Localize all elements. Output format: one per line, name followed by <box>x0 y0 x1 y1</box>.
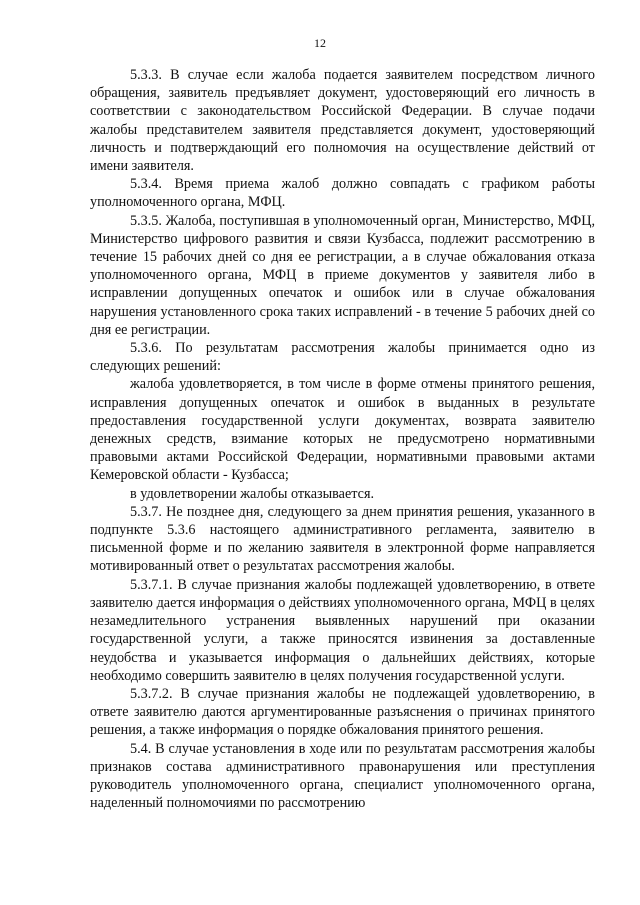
paragraph-5-3-3: 5.3.3. В случае если жалоба подается заявителем посредством личного обращения, заявитель предъявляет документ, удостоверяющий его личность в соответствии с законодательством Российской Федерации. В случае подачи жалобы представителем заявителя представляется документ, удостоверяющий личность и подтверждающий его полномочия на осуществление действий от имени заявителя. <box>90 67 595 175</box>
page-number: 12 <box>314 36 326 50</box>
paragraph-5-3-4: 5.3.4. Время приема жалоб должно совпадать с графиком работы уполномоченного органа, МФЦ. <box>90 176 595 211</box>
paragraph-5-3-7-1: 5.3.7.1. В случае признания жалобы подлежащей удовлетворению, в ответе заявителю дается информация о действиях уполномоченного органа, МФЦ в целях незамедлительного устранения выявленных нарушений при оказании государственной услуги, а также приносятся извинения за доставленные неудобства и указывается информация о дальнейших действиях, которые необходимо совершить заявителю в целях получения государственной услуги. <box>90 576 595 684</box>
paragraph-5-4: 5.4. В случае установления в ходе или по результатам рассмотрения жалобы признаков состава административного правонарушения или преступления руководитель уполномоченного органа, специалист уполномоченного органа, наделенный полномочиями по рассмотрению <box>90 740 595 812</box>
paragraph-5-3-7: 5.3.7. Не позднее дня, следующего за днем принятия решения, указанного в подпункте 5.3.6 настоящего административного регламента, заявителю в письменной форме и по желанию заявителя в электронной форме направляется мотивированный ответ о результатах рассмотрения жалобы. <box>90 503 595 575</box>
paragraph-decision-refused: в удовлетворении жалобы отказывается. <box>130 485 375 502</box>
paragraph-decision-granted: жалоба удовлетворяется, в том числе в форме отмены принятого решения, исправления допущенных опечаток и ошибок в выданных в результате предоставления государственной услуги документах, возврата заявителю денежных средств, взимание которых не предусмотрено нормативными правовыми актами Российской Федерации, нормативными правовыми актами Кемеровской области - Кузбасса; <box>90 376 595 484</box>
paragraph-5-3-5: 5.3.5. Жалоба, поступившая в уполномоченный орган, Министерство, МФЦ, Министерство цифрового развития и связи Кузбасса, подлежит рассмотрению в течение 15 рабочих дней со дня ее регистрации, а в случае обжалования отказа уполномоченного органа, МФЦ в приеме документов у заявителя либо в исправлении допущенных опечаток и ошибок или в случае обжалования нарушения установленного срока таких исправлений - в течение 5 рабочих дней со дня ее регистрации. <box>90 212 595 338</box>
paragraph-5-3-7-2: 5.3.7.2. В случае признания жалобы не подлежащей удовлетворению, в ответе заявителю даются аргументированные разъяснения о причинах принятого решения, а также информация о порядке обжалования принятого решения. <box>90 685 595 739</box>
paragraph-5-3-6: 5.3.6. По результатам рассмотрения жалобы принимается одно из следующих решений: <box>90 340 595 375</box>
document-body <box>90 66 595 812</box>
